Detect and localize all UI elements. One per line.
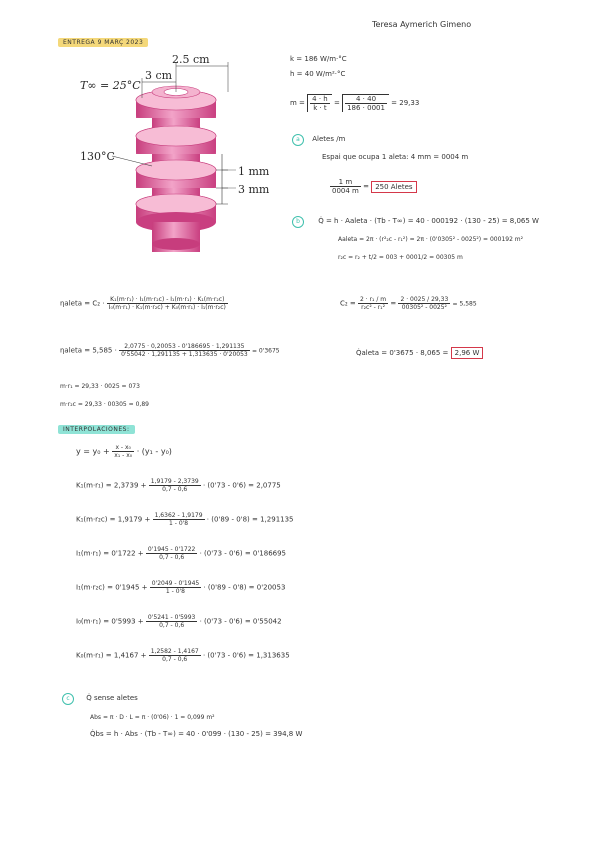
c2-den2: 00305² - 0025² <box>401 304 447 311</box>
interpolaciones-title: INTERPOLACIONES: <box>58 425 135 434</box>
dim-3mm-label: 3 mm <box>238 183 270 196</box>
m-sqrt2-num: 4 · 40 <box>345 95 387 104</box>
part-a-eq: = <box>363 182 369 191</box>
interp-row-num: 0'1945 - 0'1722 <box>147 546 196 553</box>
c2-den: r₂c² - r₁² <box>361 304 385 311</box>
mr2c-line: m·r₂c = 29,33 · 00305 = 0,89 <box>60 401 149 408</box>
interp-row <box>76 478 281 493</box>
interp-row-rhs: · (0'73 - 0'6) = 1,313635 <box>202 651 290 660</box>
interp-row-rhs: · (0'73 - 0'6) = 0'55042 <box>199 617 282 626</box>
dim-1mm-label: 1 mm <box>238 165 270 178</box>
eta-value-result: = 0'3675 <box>251 347 280 355</box>
eta-formula-num: K₁(m·r₁) · I₁(m·r₂c) - I₁(m·r₁) · K₁(m·r₂c) <box>107 296 228 304</box>
interp-row-den: 1 - 0'8 <box>169 520 189 527</box>
interp-row <box>76 580 285 595</box>
part-a-result: 250 Aletes <box>371 181 416 193</box>
part-a-frac-den: 0004 m <box>332 187 359 195</box>
interp-row-lhs: I₁(m·r₂c) = 0'1945 + <box>76 583 148 592</box>
eta-formula-lhs: ηaleta = C₂ · <box>60 299 105 308</box>
q-aleta-result: 2,96 W <box>451 347 484 359</box>
interp-formula-num: x - x₀ <box>112 444 134 452</box>
c2-eq: = <box>390 299 397 308</box>
interp-row-den: 0,7 - 0,6 <box>159 554 185 561</box>
eta-value-num: 2,0775 · 0,20053 - 0'186695 · 1,291135 <box>119 343 250 351</box>
interp-row-lhs: K₁(m·r₁) = 2,3739 + <box>76 481 147 490</box>
interp-formula-lhs: y = y₀ + <box>76 447 110 456</box>
part-b-r2c-line: r₂c = r₂ + t/2 = 003 + 0001/2 = 00305 m <box>338 254 463 261</box>
interp-row-den: 0,7 - 0,6 <box>162 486 188 493</box>
part-c-area-line: Abs = π · D · L = π · (0'06) · 1 = 0,099 m² <box>90 714 215 721</box>
t-infinity-label: T∞ = 25°C <box>80 79 141 92</box>
part-c-heading <box>62 693 138 705</box>
eta-formula-den: I₀(m·r₁) · K₁(m·r₂c) + K₀(m·r₁) · I₁(m·r₂c) <box>108 304 226 311</box>
part-a-fraction <box>330 178 417 195</box>
given-k: k = 186 W/m·°C <box>290 55 347 63</box>
interp-row-den: 1 - 0'8 <box>165 588 186 595</box>
interp-row-lhs: K₁(m·r₂c) = 1,9179 + <box>76 515 151 524</box>
q-aleta <box>356 349 483 357</box>
c2-num: 2 · r₁ / m <box>360 296 387 303</box>
interp-row-den: 0,7 - 0,6 <box>162 656 188 663</box>
interp-row-lhs: K₀(m·r₁) = 1,4167 + <box>76 651 147 660</box>
part-b-area-line: Aaleta = 2π · (r²₂c - r₁²) = 2π · (0'0305² - 0025²) = 000192 m² <box>338 236 524 243</box>
interp-row-num: 1,6362 - 1,9179 <box>154 512 203 519</box>
interp-row-den: 0,7 - 0,6 <box>159 622 185 629</box>
part-c-title: Q̇ sense aletes <box>86 694 138 702</box>
part-b-q-line: Q̇ = h · Aaleta · (Tb - T∞) = 40 · 000192 · (130 - 25) = 8,065 W <box>318 217 539 225</box>
eta-value-lhs: ηaleta = 5,585 · <box>60 346 117 355</box>
interp-row-rhs: · (0'89 - 0'8) = 0'20053 <box>203 583 286 592</box>
m-result: = 29,33 <box>391 99 420 107</box>
part-c-circle: c <box>62 693 74 705</box>
m-sqrt1-den: k · t <box>313 104 327 112</box>
interp-row-rhs: · (0'89 - 0'8) = 1,291135 <box>206 515 294 524</box>
author-name: Teresa Aymerich Gimeno <box>372 20 472 29</box>
part-a-circle: a <box>292 134 304 146</box>
m-formula <box>290 94 419 112</box>
interp-row <box>76 546 286 561</box>
c2-result: = 5,585 <box>452 300 477 308</box>
part-c-q-line: Q̇bs = h · Abs · (Tb - T∞) = 40 · 0'099 · (130 - 25) = 394,8 W <box>90 730 303 738</box>
interp-formula-rhs: · (y₁ - y₀) <box>136 447 172 456</box>
m-eq: = <box>333 99 340 107</box>
interp-row-num: 1,9179 - 2,3739 <box>150 478 199 485</box>
interp-row <box>76 614 282 629</box>
interp-row-rhs: · (0'73 - 0'6) = 2,0775 <box>202 481 281 490</box>
interp-row-num: 1,2582 - 1,4167 <box>150 648 199 655</box>
interp-formula <box>76 444 172 459</box>
interp-row-num: 0'5241 - 0'5993 <box>147 614 196 621</box>
dim-2-5cm-label: 2.5 cm <box>172 53 210 66</box>
eta-value-den: 0'55042 · 1,291135 + 1,313635 · 0'20053 <box>121 351 248 358</box>
part-a-line1: Espai que ocupa 1 aleta: 4 mm = 0004 m <box>322 153 469 161</box>
eta-formula <box>60 296 228 311</box>
given-h: h = 40 W/m²·°C <box>290 70 346 78</box>
interp-row <box>76 512 294 527</box>
mr1-line: m·r₁ = 29,33 · 0025 = 073 <box>60 383 140 390</box>
part-b-heading <box>292 216 539 228</box>
c2-lhs: C₂ = <box>340 299 356 308</box>
t-base-label: 130°C <box>80 150 115 163</box>
part-a-title: Aletes /m <box>312 135 346 143</box>
part-a-frac-num: 1 m <box>330 178 361 187</box>
c2-num2: 2 · 0025 / 29,33 <box>400 296 449 303</box>
entrega-date-label: ENTREGA 9 MARÇ 2023 <box>58 38 148 47</box>
interp-row-rhs: · (0'73 - 0'6) = 0'186695 <box>199 549 287 558</box>
part-b-circle: b <box>292 216 304 228</box>
interp-row <box>76 648 290 663</box>
interp-formula-den: x₁ - x₀ <box>114 452 133 459</box>
interp-row-lhs: I₁(m·r₁) = 0'1722 + <box>76 549 144 558</box>
part-a-heading <box>292 134 345 146</box>
interp-row-lhs: I₀(m·r₁) = 0'5993 + <box>76 617 144 626</box>
m-sqrt1-num: 4 · h <box>312 95 328 103</box>
dim-3cm-label: 3 cm <box>145 69 173 82</box>
interp-row-num: 0'2049 - 0'1945 <box>151 580 200 587</box>
q-aleta-text: Q̇aleta = 0'3675 · 8,065 = <box>356 349 449 357</box>
eta-value <box>60 343 280 358</box>
m-sqrt2-den: 186 · 0001 <box>347 104 385 112</box>
m-lhs: m = <box>290 99 305 107</box>
c2-formula <box>340 296 477 311</box>
